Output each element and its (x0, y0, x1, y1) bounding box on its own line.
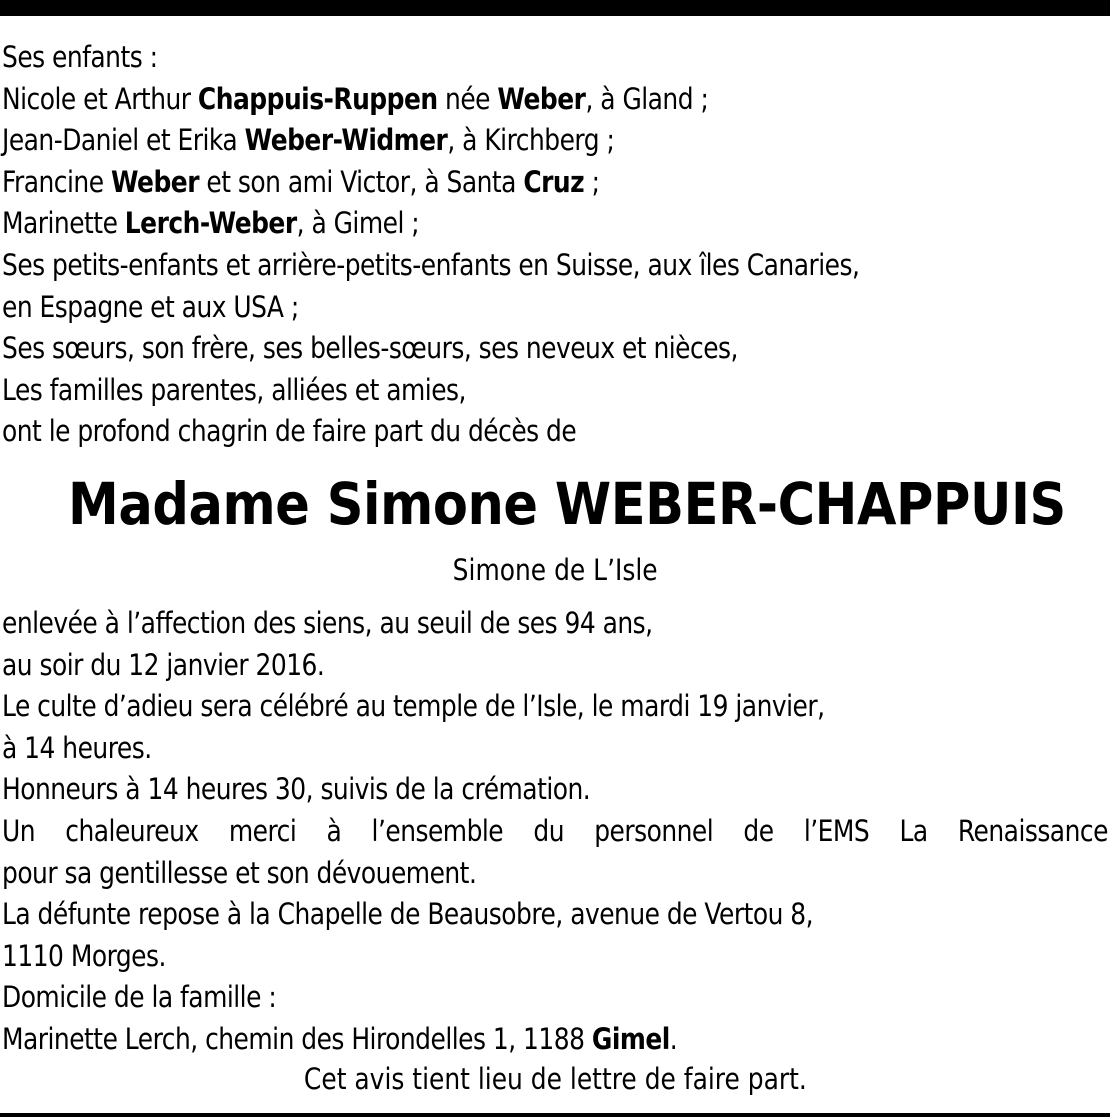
detail-thanks: Un chaleureux merci à l’ensemble du personnel de l’EMS La Renaissance (2, 813, 1108, 848)
deceased-alias: Simone de L’Isle (452, 553, 658, 587)
detail-repose: La défunte repose à la Chapelle de Beausobre, avenue de Vertou 8, (2, 897, 814, 932)
family-line-siblings: Ses sœurs, son frère, ses belles-sœurs, ses neveux et nièces, (2, 331, 738, 366)
detail-thanks-cont: pour sa gentillesse et son dévouement. (2, 855, 477, 890)
family-line-grandchildren-cont: en Espagne et aux USA ; (2, 289, 299, 324)
funeral-details (2, 603, 1108, 1061)
closing-note: Cet avis tient lieu de lettre de faire part. (303, 1062, 807, 1096)
family-line-nicole: Nicole et Arthur Chappuis-Ruppen née Weber, à Gland ; (2, 81, 709, 116)
family-intro: Ses enfants : (2, 40, 158, 74)
detail-service: Le culte d’adieu sera célébré au temple de l’Isle, le mardi 19 janvier, (2, 689, 825, 724)
family-list (2, 37, 1108, 453)
detail-honours: Honneurs à 14 heures 30, suivis de la crémation. (2, 772, 591, 807)
detail-domicile-address: Marinette Lerch, chemin des Hirondelles 1, 1188 Gimel. (2, 1021, 678, 1056)
family-line-francine: Francine Weber et son ami Victor, à Santa Cruz ; (2, 164, 600, 199)
family-line-grandchildren: Ses petits-enfants et arrière-petits-enfants en Suisse, aux îles Canaries, (2, 247, 860, 282)
deceased-name: Madame Simone WEBER-CHAPPUIS (68, 470, 1066, 538)
family-line-announcement: ont le profond chagrin de faire part du décès de (2, 414, 577, 449)
family-line-jean-daniel: Jean-Daniel et Erika Weber-Widmer, à Kirchberg ; (2, 123, 615, 158)
detail-domicile-label: Domicile de la famille : (2, 980, 277, 1015)
bottom-rule (0, 1113, 1110, 1117)
detail-date: au soir du 12 janvier 2016. (2, 647, 325, 682)
family-line-marinette: Marinette Lerch-Weber, à Gimel ; (2, 206, 420, 241)
top-rule (0, 0, 1110, 16)
detail-age: enlevée à l’affection des siens, au seuil de ses 94 ans, (2, 606, 653, 640)
family-line-relatives: Les familles parentes, alliées et amies, (2, 372, 466, 407)
detail-service-time: à 14 heures. (2, 730, 152, 765)
detail-repose-city: 1110 Morges. (2, 938, 166, 973)
